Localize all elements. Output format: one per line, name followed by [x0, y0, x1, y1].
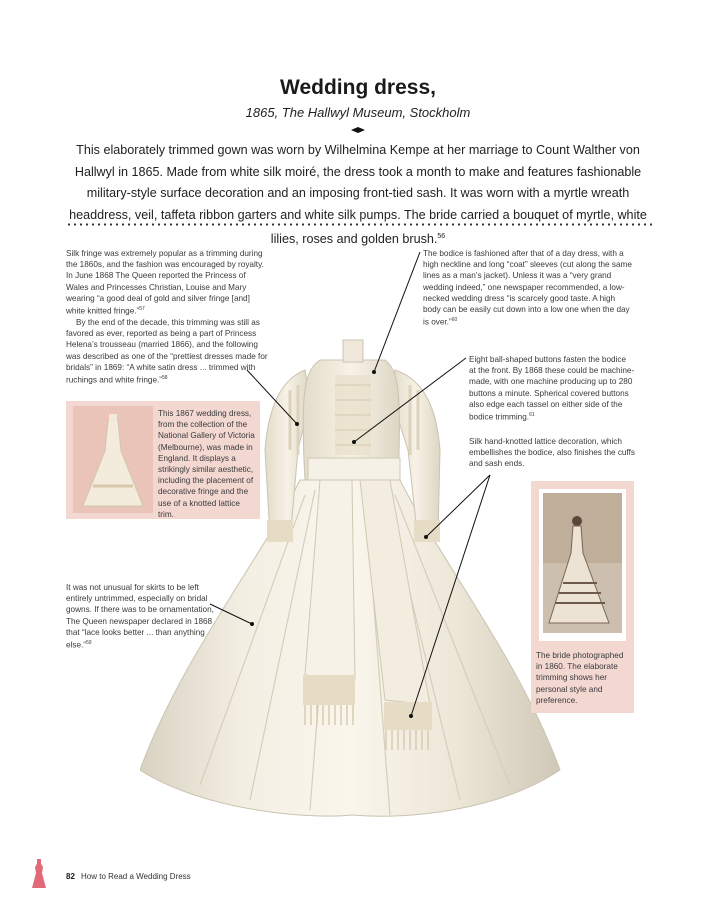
caption-fringe-p2-note: 58	[162, 374, 168, 381]
bride-photo-frame	[539, 489, 626, 641]
caption-bodice-note: 60	[451, 317, 458, 324]
caption-skirt	[66, 582, 214, 651]
caption-bride: The bride photographed in 1860. The elaborate trimming shows her personal style and preference.	[536, 651, 624, 705]
page-title: Wedding dress,	[280, 76, 436, 99]
ngv-dress-photo	[73, 406, 153, 513]
caption-ngv: This 1867 wedding dress, from the collection of the National Gallery of Victoria (Melbourne), was made in England. It displays a strikingly similar aesthetic, including the placement of decorative fringe and the use of a knotted lattice trim.	[158, 409, 255, 519]
caption-buttons-text: Eight ball-shaped buttons fasten the bodice at the front. By 1868 these could be machine-made, with one machine producing up to 280 buttons a minute. Spherical covered buttons also edge each tassel on either side of the bodice trimming.	[469, 355, 635, 422]
caption-buttons	[469, 354, 635, 423]
dress-silhouette-icon	[32, 857, 46, 889]
caption-skirt-text: It was not unusual for skirts to be left entirely untrimmed, especially on bridal gowns. If there was to be ornamentation, The Queen newspaper declared in 1868 that “lace looks better ... than anything else.”	[66, 583, 214, 650]
page-number: 82	[66, 872, 75, 881]
page-subtitle: 1865, The Hallwyl Museum, Stockholm	[245, 105, 471, 120]
inset-bride-box	[531, 481, 634, 713]
caption-buttons-note: 61	[529, 412, 535, 419]
inset-ngv-box	[66, 401, 260, 519]
intro-note: 56	[437, 233, 446, 240]
caption-fringe-p1-note: 57	[139, 306, 145, 313]
caption-skirt-note: 59	[86, 640, 92, 647]
intro-text: This elaborately trimmed gown was worn by Wilhelmina Kempe at her marriage to Count Walther von Hallwyl in 1865. Made from white silk moiré, the dress took a month to make and features fashionable military-style surface decoration and an imposing front-tied sash. It was worn with a myrtle wreath headdress, veil, taffeta ribbon garters and white silk pumps. The bride carried a bouquet of myrtle, white lilies, roses and golden brush.	[69, 143, 647, 247]
caption-fringe-p1-text: Silk fringe was extremely popular as a trimming during the 1860s, and the fashion was encouraged by royalty. In June 1868 The Queen reported the Princess of Wales and Princesses Christian, Louise and Mary wearing “a good deal of gold and silver fringe [and] white knitted fringe.”	[66, 249, 264, 316]
caption-fringe-p2	[66, 317, 268, 386]
book-title: How to Read a Wedding Dress	[81, 872, 191, 881]
bride-photo	[543, 493, 622, 633]
caption-fringe-p1	[66, 248, 268, 317]
caption-bodice-text: The bodice is fashioned after that of a day dress, with a high neckline and long “coat” sleeves (cut along the same lines as a man’s jacket). Unless it was a “very grand wedding indeed,” one newspaper recommended, a low-necked wedding dress “is scarcely good taste. A high body can be easily cut down into a low one when the day is over.”	[423, 249, 632, 327]
caption-fringe	[66, 248, 268, 386]
caption-fringe-p2-text: By the end of the decade, this trimming was still as favored as ever, reported as being a part of Princess Helena’s trousseau (married 1866), and the following was described as one of the “prettiest dresses made for bridals” in 1869: “A white satin dress ... trimmed with ruchings and white fringe.”	[66, 317, 268, 385]
caption-bodice	[423, 248, 635, 328]
caption-lattice: Silk hand-knotted lattice decoration, which embellishes the bodice, also finishes the cuffs and sash ends.	[469, 437, 635, 469]
